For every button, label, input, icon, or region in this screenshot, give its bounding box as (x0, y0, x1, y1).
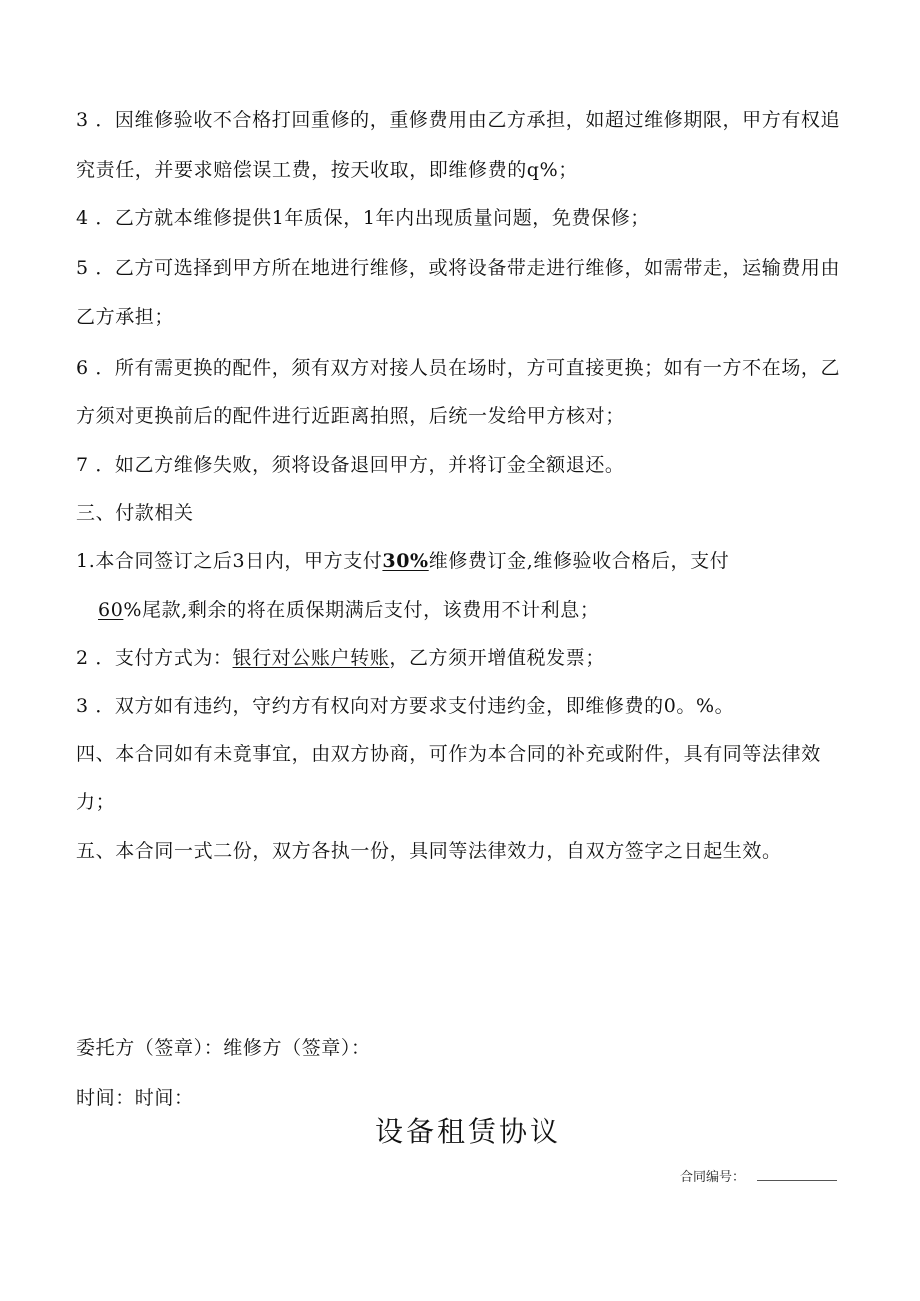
repair-item-3-line-2: 究责任，并要求赔偿误工费，按天收取，即维修费的q%； (76, 159, 578, 181)
payment-item-1-line-2 (98, 597, 600, 623)
repair-item-4: 4 ．乙方就本维修提供1年质保，1年内出现质量问题，免费保修； (76, 207, 650, 229)
payment-item-2-prefix: 2 ．支付方式为： (76, 647, 233, 669)
signature-parties: 委托方（签章）：维修方（签章）： (76, 1037, 371, 1059)
document-title: 设备租赁协议 (374, 1115, 561, 1148)
payment-deposit-percent: 30% (382, 550, 429, 572)
repair-item-6-line-2: 方须对更换前后的配件进行近距离拍照，后统一发给甲方核对； (76, 405, 625, 427)
repair-item-7: 7 ．如乙方维修失败，须将设备退回甲方，并将订金全额退还。 (76, 454, 625, 476)
repair-item-5-line-2: 乙方承担； (76, 306, 175, 328)
contract-number-label: 合同编号： (680, 1170, 746, 1185)
payment-item-1-line-2-rest: %尾款,剩余的将在质保期满后支付，该费用不计利息； (123, 599, 600, 621)
payment-item-1-prefix: 1.本合同签订之后3日内，甲方支付 (76, 550, 383, 572)
payment-item-3: 3 ．双方如有违约，守约方有权向对方要求支付违约金，即维修费的0。%。 (76, 695, 735, 717)
repair-item-3-line-1: 3 ．因维修验收不合格打回重修的，重修费用由乙方承担，如超过维修期限，甲方有权追 (76, 109, 841, 131)
clause-4-line-1: 四、本合同如有未竟事宜，由双方协商，可作为本合同的补充或附件，具有同等法律效 (76, 743, 821, 765)
payment-item-2-suffix: ，乙方须开增值税发票； (389, 647, 605, 669)
repair-item-5-line-1: 5 ．乙方可选择到甲方所在地进行维修，或将设备带走进行维修，如需带走，运输费用由 (76, 257, 841, 279)
payment-heading: 三、付款相关 (76, 502, 194, 524)
payment-item-2 (76, 645, 605, 671)
payment-balance-percent: 60 (98, 599, 124, 621)
clause-5: 五、本合同一式二份，双方各执一份，具同等法律效力，自双方签字之日起生效。 (76, 840, 782, 862)
payment-item-1-line-1 (76, 548, 729, 574)
payment-item-1-suffix: 维修费订金,维修验收合格后，支付 (428, 550, 730, 572)
payment-method: 银行对公账户转账 (232, 647, 390, 669)
repair-item-6-line-1: 6 ．所有需更换的配件，须有双方对接人员在场时，方可直接更换；如有一方不在场，乙 (76, 357, 841, 379)
signature-time: 时间：时间： (76, 1087, 194, 1109)
contract-number-blank (757, 1180, 837, 1181)
clause-4-line-2: 力； (76, 791, 116, 813)
